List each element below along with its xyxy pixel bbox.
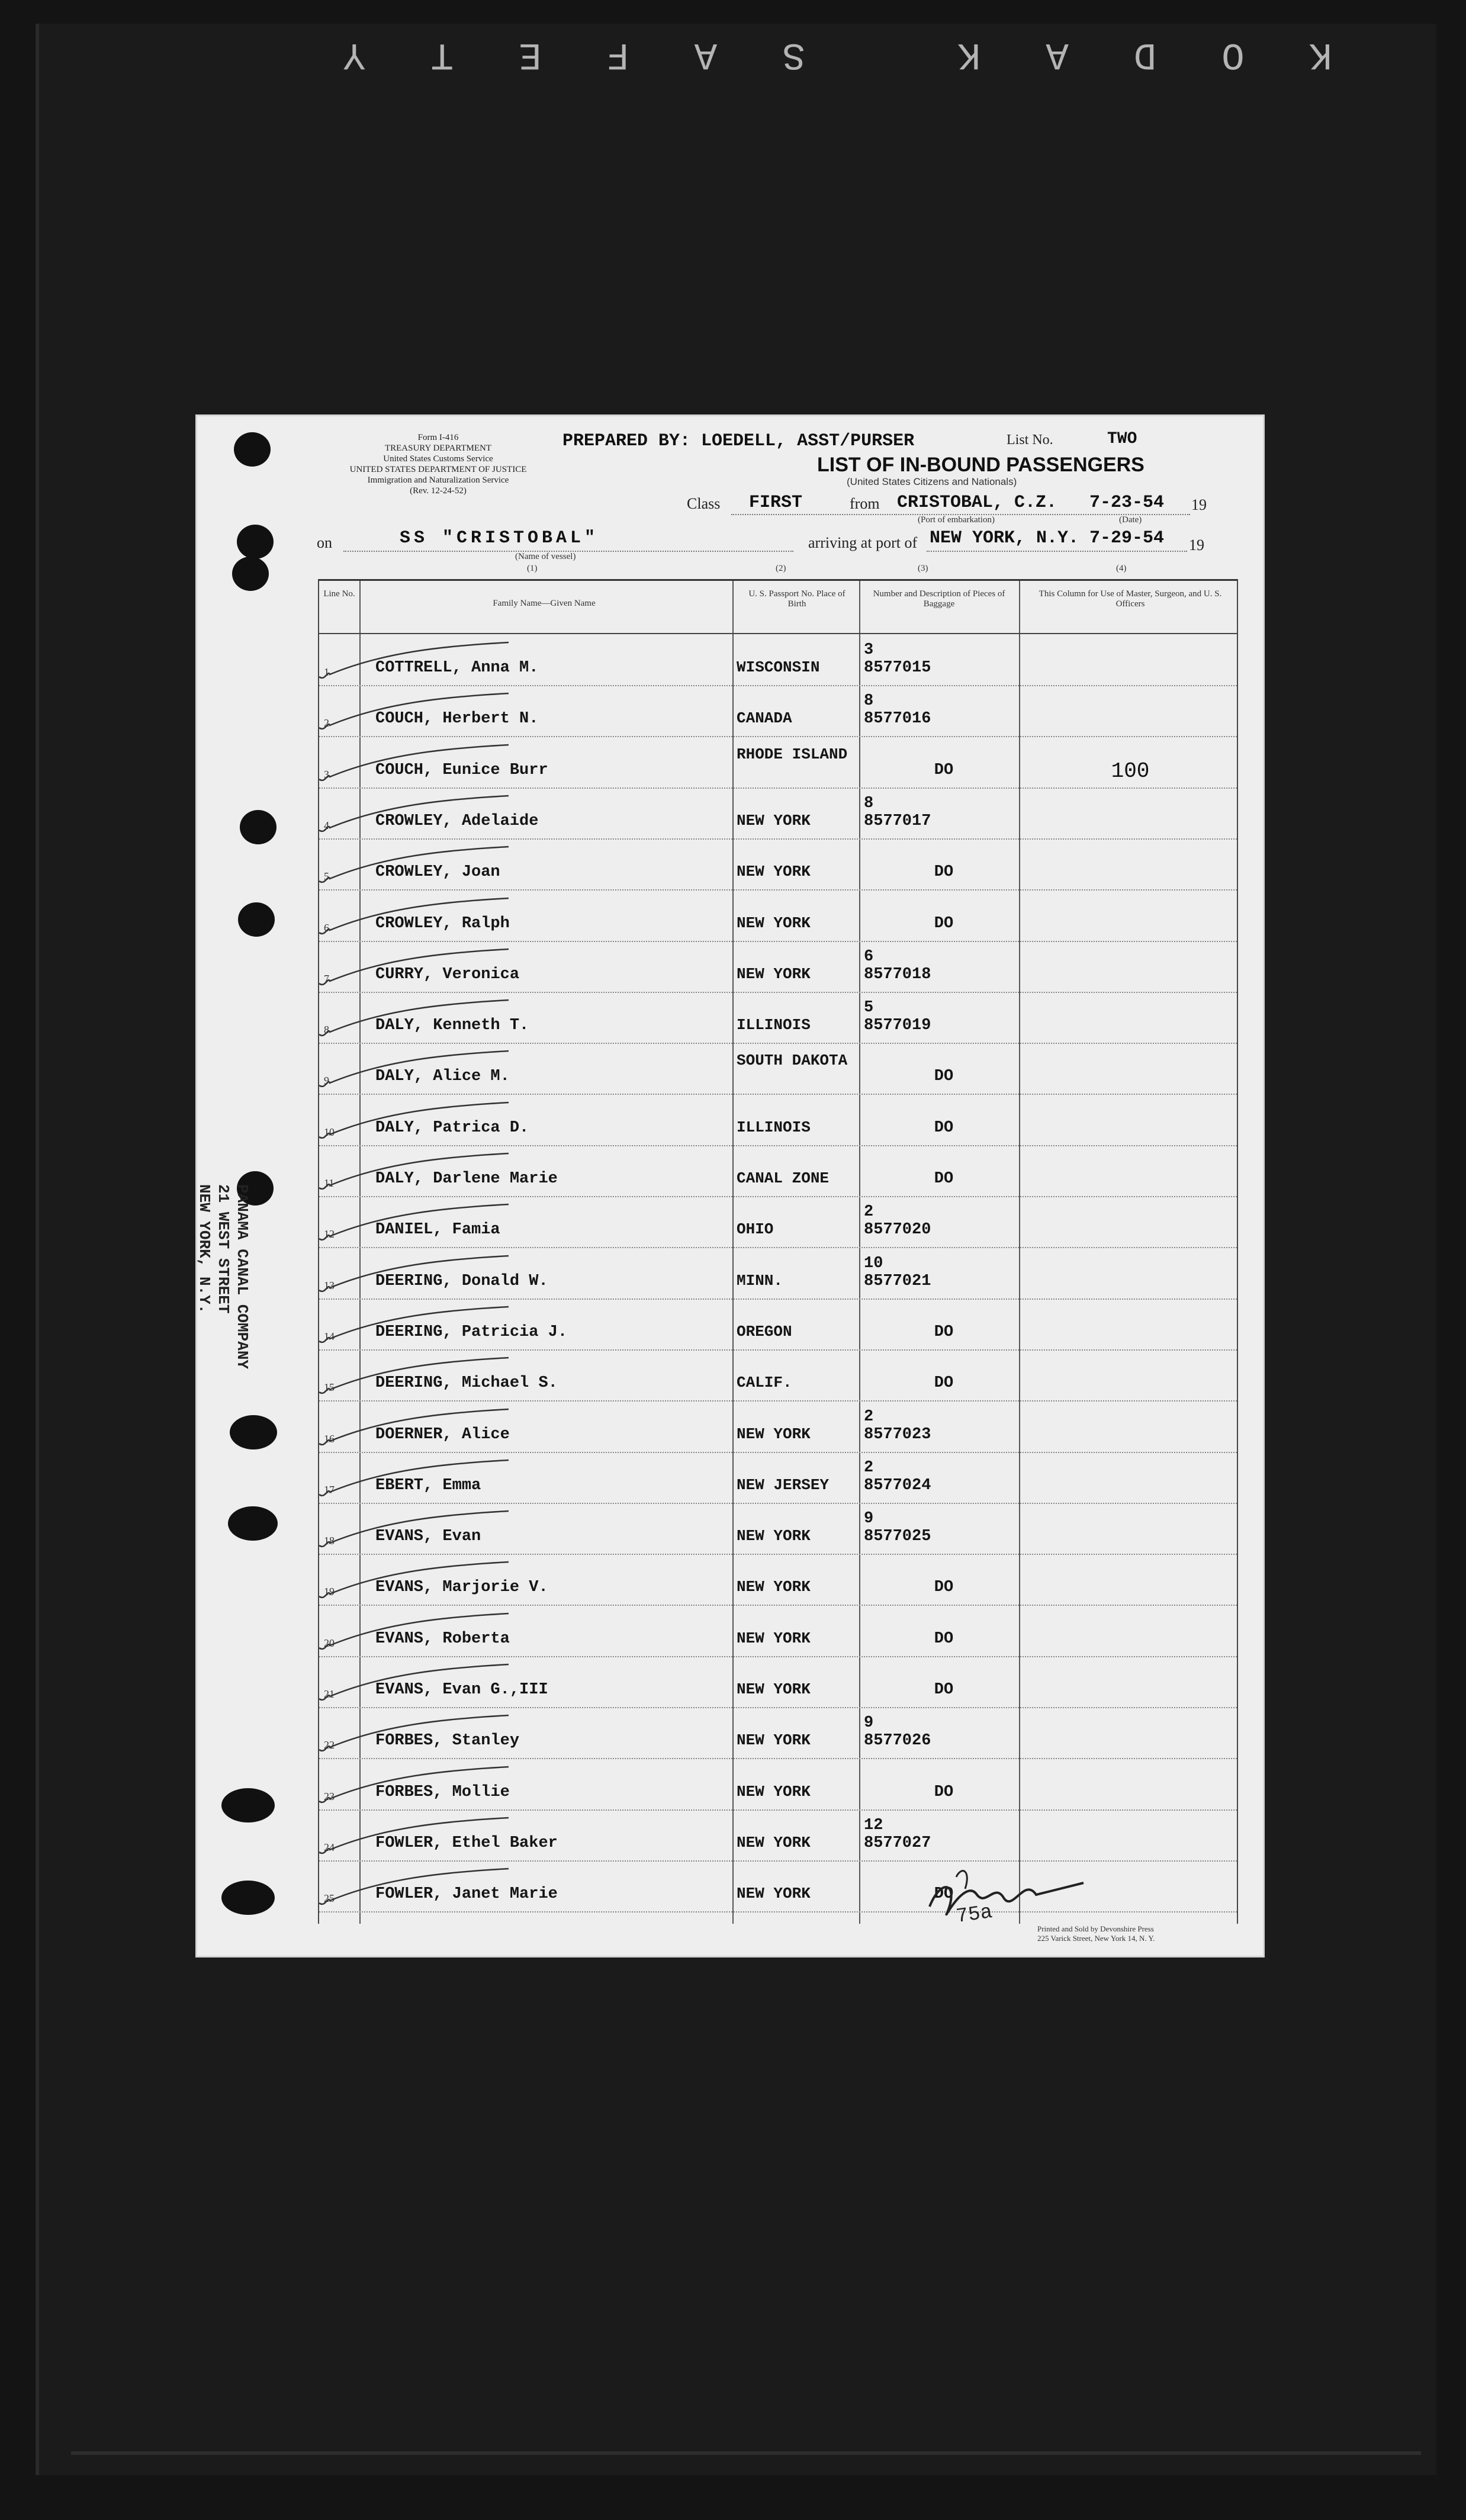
- baggage-cell: [864, 761, 1024, 779]
- baggage-count: DO: [934, 1323, 954, 1341]
- baggage-number: 8577021: [864, 1272, 931, 1290]
- table-row: [319, 838, 1237, 891]
- list-number-value: TWO: [1107, 430, 1137, 448]
- from-label: from: [850, 495, 880, 512]
- passenger-name: DALY, Alice M.: [375, 1068, 510, 1086]
- baggage-number: 8577016: [864, 710, 931, 728]
- baggage-count: DO: [934, 1579, 954, 1597]
- baggage-count: DO: [934, 1629, 954, 1648]
- company-stamp: [195, 1184, 252, 1370]
- form-number: Form I-416: [417, 433, 459, 442]
- class-label: Class: [687, 495, 721, 512]
- line-number: 5: [324, 870, 329, 883]
- table-row: [319, 737, 1237, 789]
- passenger-list-sheet: [195, 414, 1265, 1957]
- line-number: 24: [324, 1841, 335, 1853]
- place-of-birth: CANAL ZONE: [737, 1169, 830, 1187]
- baggage-number: 8577026: [864, 1732, 931, 1750]
- punch-hole: [238, 902, 275, 937]
- baggage-count: 2: [864, 1458, 874, 1477]
- punch-hole: [237, 525, 274, 559]
- table-row: [319, 1043, 1237, 1095]
- baggage-cell: [864, 1203, 1024, 1239]
- table-row: [319, 1809, 1237, 1862]
- baggage-count: DO: [934, 1118, 954, 1137]
- printer-line: Printed and Sold by Devonshire Press: [1037, 1924, 1154, 1933]
- baggage-count: DO: [934, 863, 954, 882]
- baggage-count: DO: [934, 1783, 954, 1801]
- header-officers: This Column for Use of Master, Surgeon, and U. S. Officers: [1039, 589, 1222, 609]
- prepared-by: PREPARED BY: LOEDELL, ASST/PURSER: [562, 431, 915, 451]
- baggage-count: DO: [934, 761, 954, 779]
- line-number: 20: [324, 1637, 335, 1649]
- line-number: 8: [324, 1024, 329, 1036]
- punch-hole: [230, 1415, 277, 1449]
- table-row: [319, 1503, 1237, 1555]
- place-of-birth: NEW YORK: [737, 1731, 811, 1750]
- punch-hole: [221, 1788, 275, 1822]
- baggage-cell: [864, 641, 1024, 677]
- line-number: 6: [324, 921, 329, 934]
- place-of-birth: ILLINOIS: [737, 1118, 811, 1136]
- baggage-cell: [864, 1255, 1024, 1290]
- list-number-label: List No.: [1007, 432, 1053, 448]
- table-row: [319, 941, 1237, 993]
- col-number-2: (2): [776, 564, 786, 573]
- baggage-count: DO: [934, 1681, 954, 1699]
- stamp-line: 21 WEST STREET: [214, 1184, 232, 1314]
- baggage-count: DO: [934, 1374, 954, 1393]
- page-title: LIST OF IN-BOUND PASSENGERS: [817, 454, 1144, 476]
- passenger-name: EVANS, Marjorie V.: [375, 1579, 548, 1597]
- passenger-name: FORBES, Stanley: [375, 1732, 520, 1750]
- line-number: 11: [324, 1177, 335, 1189]
- place-of-birth: OREGON: [737, 1322, 792, 1341]
- line-number: 19: [324, 1586, 335, 1598]
- table-row: [319, 1298, 1237, 1351]
- passenger-name: CROWLEY, Ralph: [375, 914, 510, 933]
- table-row: [319, 1759, 1237, 1811]
- passenger-name: FOWLER, Janet Marie: [375, 1885, 558, 1904]
- baggage-number: 8577015: [864, 659, 931, 677]
- passenger-name: FOWLER, Ethel Baker: [375, 1834, 558, 1852]
- arrival-underline: [927, 549, 1187, 552]
- table-row: [319, 890, 1237, 942]
- baggage-count: DO: [934, 1885, 954, 1904]
- stamp-line: PANAMA CANAL COMPANY: [233, 1184, 251, 1370]
- place-of-birth: NEW YORK: [737, 1782, 811, 1801]
- arriving-label: arriving at port of: [808, 534, 918, 551]
- baggage-cell: [864, 692, 1024, 728]
- handwritten-annotation: 75a: [954, 1901, 994, 1929]
- table-row: [319, 1452, 1237, 1504]
- baggage-cell: [864, 1068, 1024, 1085]
- line-number: 14: [324, 1330, 335, 1342]
- punch-hole: [221, 1881, 275, 1915]
- table-row: [319, 1554, 1237, 1606]
- place-of-birth: CALIF.: [737, 1374, 792, 1392]
- line-number: 13: [324, 1279, 335, 1291]
- baggage-cell: [864, 795, 1024, 830]
- place-of-birth: NEW JERSEY: [737, 1476, 830, 1494]
- baggage-cell: [864, 1681, 1024, 1699]
- form-identification: [314, 432, 562, 496]
- table-row: [319, 1349, 1237, 1402]
- place-of-birth: NEW YORK: [737, 1680, 811, 1698]
- line-number: 12: [324, 1228, 335, 1240]
- passenger-name: DOERNER, Alice: [375, 1425, 510, 1444]
- passenger-name: DEERING, Donald W.: [375, 1272, 548, 1290]
- baggage-number: 8577023: [864, 1425, 931, 1444]
- passenger-name: COUCH, Eunice Burr: [375, 761, 548, 779]
- header-passport: U. S. Passport No. Place of Birth: [748, 589, 845, 609]
- embark-date: 7-23-54: [1089, 493, 1165, 513]
- arrival-port: NEW YORK, N.Y.: [930, 528, 1079, 548]
- officer-signature: [906, 1841, 1095, 1936]
- place-of-birth: CANADA: [737, 709, 792, 728]
- line-number: 23: [324, 1790, 335, 1802]
- table-row: [319, 1860, 1237, 1912]
- place-of-birth: RHODE ISLAND: [737, 745, 848, 763]
- baggage-count: DO: [934, 1068, 954, 1086]
- baggage-count: 10: [864, 1254, 883, 1272]
- passenger-name: COTTRELL, Anna M.: [375, 659, 539, 677]
- place-of-birth: NEW YORK: [737, 1425, 811, 1443]
- place-of-birth: NEW YORK: [737, 1527, 811, 1545]
- baggage-cell: [864, 863, 1024, 881]
- table-row: [319, 787, 1237, 840]
- passenger-name: CROWLEY, Joan: [375, 863, 500, 882]
- place-of-birth: NEW YORK: [737, 1833, 811, 1852]
- year-suffix-1: 19: [1191, 496, 1207, 513]
- place-of-birth: NEW YORK: [737, 965, 811, 983]
- baggage-count: 5: [864, 999, 874, 1017]
- punch-hole: [240, 810, 277, 844]
- form-revision: (Rev. 12-24-52): [410, 486, 467, 496]
- passenger-name: EBERT, Emma: [375, 1476, 481, 1494]
- passenger-name: CROWLEY, Adelaide: [375, 812, 539, 830]
- table-row: [319, 1707, 1237, 1759]
- punch-hole: [234, 432, 271, 467]
- passenger-name: EVANS, Evan G.,III: [375, 1681, 548, 1699]
- film-edge-text: KODAK SAFETY: [278, 33, 1332, 75]
- punch-hole: [232, 557, 269, 591]
- place-of-birth: NEW YORK: [737, 1629, 811, 1647]
- passenger-name: EVANS, Evan: [375, 1528, 481, 1546]
- table-row: [319, 1248, 1237, 1300]
- printer-line: 225 Varick Street, New York 14, N. Y.: [1037, 1934, 1155, 1943]
- baggage-count: 2: [864, 1407, 874, 1426]
- passenger-name: EVANS, Roberta: [375, 1629, 510, 1648]
- baggage-cell: [864, 1170, 1024, 1188]
- line-number: 4: [324, 819, 329, 831]
- table-row: [319, 634, 1237, 686]
- col-number-1: (1): [527, 564, 538, 573]
- arrival-date: 7-29-54: [1089, 528, 1165, 548]
- form-service: United States Customs Service: [383, 454, 493, 464]
- passenger-name: COUCH, Herbert N.: [375, 710, 539, 728]
- baggage-cell: [864, 1714, 1024, 1750]
- passenger-table: [318, 579, 1238, 1924]
- header-line-no: Line No.: [323, 589, 355, 599]
- class-underline: [731, 513, 897, 515]
- baggage-cell: [864, 1783, 1024, 1801]
- line-number: 16: [324, 1432, 335, 1445]
- table-row: [319, 685, 1237, 737]
- header-baggage: Number and Description of Pieces of Baggage: [873, 589, 1005, 609]
- line-number: 25: [324, 1892, 335, 1905]
- table-row: [319, 1656, 1237, 1708]
- place-of-birth: MINN.: [737, 1271, 783, 1290]
- form-dept: TREASURY DEPARTMENT: [384, 443, 492, 453]
- punch-hole: [228, 1506, 278, 1541]
- line-number: 21: [324, 1688, 335, 1700]
- baggage-cell: [864, 1630, 1024, 1648]
- baggage-count: 2: [864, 1203, 874, 1222]
- baggage-cell: [864, 915, 1024, 933]
- baggage-count: 6: [864, 947, 874, 966]
- table-row: [319, 1145, 1237, 1197]
- baggage-cell: [864, 948, 1024, 983]
- place-of-birth: NEW YORK: [737, 1578, 811, 1596]
- film-bottom-edge: [71, 2451, 1421, 2455]
- form-justice: UNITED STATES DEPARTMENT OF JUSTICE: [349, 465, 527, 474]
- passenger-name: DALY, Kenneth T.: [375, 1017, 529, 1035]
- passenger-name: CURRY, Veronica: [375, 965, 520, 983]
- place-of-birth: NEW YORK: [737, 914, 811, 932]
- place-of-birth: NEW YORK: [737, 863, 811, 881]
- baggage-cell: [864, 1510, 1024, 1545]
- baggage-number: 8577020: [864, 1221, 931, 1239]
- baggage-count: 12: [864, 1816, 883, 1834]
- baggage-count: 8: [864, 794, 874, 812]
- baggage-number: 8577018: [864, 965, 931, 983]
- baggage-count: 9: [864, 1510, 874, 1528]
- year-suffix-2: 19: [1189, 536, 1204, 554]
- date-note: (Date): [1119, 515, 1142, 525]
- line-number: 22: [324, 1739, 335, 1751]
- passenger-name: DEERING, Michael S.: [375, 1374, 558, 1393]
- passenger-name: DEERING, Patricia J.: [375, 1323, 568, 1341]
- line-number: 17: [324, 1483, 335, 1496]
- table-row: [319, 1196, 1237, 1248]
- baggage-count: DO: [934, 914, 954, 933]
- list-number: [1007, 430, 1137, 448]
- officer-note: 100: [1111, 758, 1150, 783]
- passenger-name: DALY, Patrica D.: [375, 1118, 529, 1137]
- header-name: Family Name—Given Name: [493, 599, 596, 608]
- baggage-number: 8577024: [864, 1476, 931, 1494]
- line-number: 1: [324, 666, 329, 678]
- table-row: [319, 1605, 1237, 1657]
- place-of-birth: ILLINOIS: [737, 1016, 811, 1034]
- baggage-number: 8577027: [864, 1834, 931, 1852]
- port-embarkation-note: (Port of embarkation): [918, 515, 995, 525]
- baggage-count: DO: [934, 1170, 954, 1188]
- table-row: [319, 1094, 1237, 1146]
- line-number: 10: [324, 1126, 335, 1138]
- place-of-birth: WISCONSIN: [737, 658, 820, 676]
- baggage-cell: [864, 1459, 1024, 1494]
- stamp-line: NEW YORK, N.Y.: [195, 1184, 213, 1314]
- baggage-number: 8577019: [864, 1017, 931, 1035]
- baggage-number: 8577017: [864, 812, 931, 830]
- col-number-3: (3): [918, 564, 928, 573]
- passenger-name: DALY, Darlene Marie: [375, 1170, 558, 1188]
- place-of-birth: NEW YORK: [737, 811, 811, 830]
- place-of-birth: NEW YORK: [737, 1885, 811, 1903]
- col-number-4: (4): [1116, 564, 1127, 573]
- line-number: 2: [324, 717, 329, 729]
- table-row: [319, 992, 1237, 1044]
- line-number: 18: [324, 1535, 335, 1547]
- passenger-name: DANIEL, Famia: [375, 1221, 500, 1239]
- baggage-count: 8: [864, 692, 874, 711]
- baggage-cell: [864, 1408, 1024, 1444]
- passenger-name: FORBES, Mollie: [375, 1783, 510, 1801]
- printer-credit: [1037, 1924, 1155, 1943]
- baggage-cell: [864, 1579, 1024, 1596]
- vessel-name: SS "CRISTOBAL": [400, 528, 599, 548]
- line-number: 3: [324, 768, 329, 780]
- line-number: 15: [324, 1381, 335, 1394]
- baggage-cell: [864, 1374, 1024, 1392]
- baggage-cell: [864, 1119, 1024, 1137]
- page-subtitle: (United States Citizens and Nationals): [847, 476, 1017, 487]
- place-of-birth: OHIO: [737, 1220, 774, 1239]
- baggage-count: 3: [864, 641, 874, 659]
- class-value: FIRST: [749, 493, 803, 513]
- place-of-birth: SOUTH DAKOTA: [737, 1052, 848, 1070]
- baggage-number: 8577025: [864, 1528, 931, 1546]
- vessel-note: (Name of vessel): [515, 552, 576, 561]
- baggage-count: 9: [864, 1714, 874, 1732]
- on-label: on: [317, 534, 332, 551]
- table-row: [319, 1401, 1237, 1453]
- line-number: 7: [324, 972, 329, 985]
- baggage-cell: [864, 1323, 1024, 1341]
- baggage-cell: [864, 999, 1024, 1034]
- from-value: CRISTOBAL, C.Z.: [897, 493, 1057, 513]
- line-number: 9: [324, 1075, 329, 1087]
- form-ins: Immigration and Naturalization Service: [367, 475, 509, 485]
